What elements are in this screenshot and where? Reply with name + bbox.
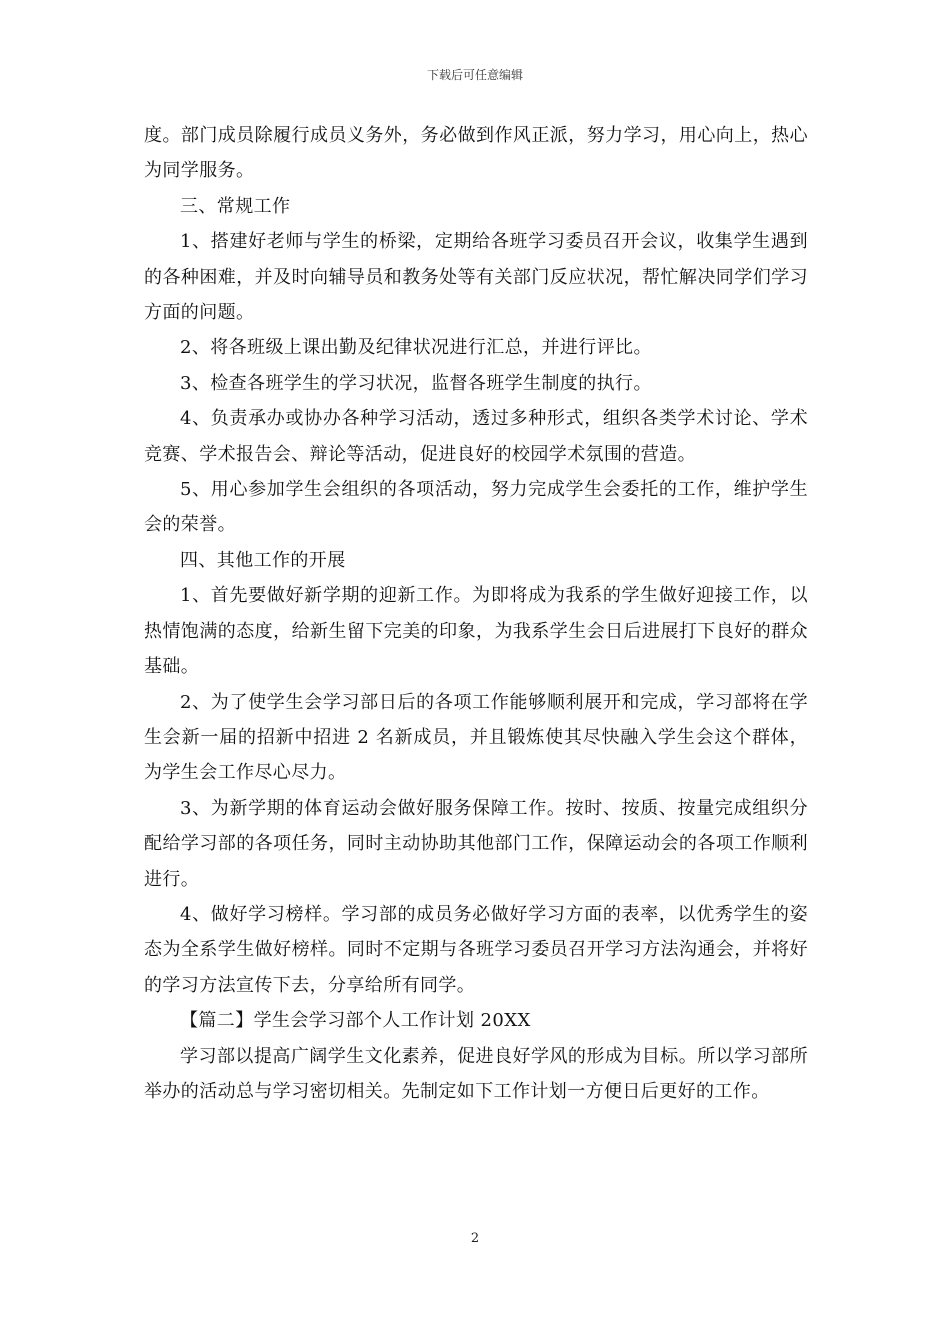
- page-header: 下载后可任意编辑: [426, 68, 523, 82]
- document-body: [144, 118, 808, 1109]
- section-heading-routine-work: 三、常规工作: [180, 195, 291, 217]
- paragraph-other-item-4: 4、做好学习榜样。学习部的成员务必做好学习方面的表率，以优秀学生的姿态为全系学生做好榜样。同时不定期与各班学习委员召开学习方法沟通会，并将好的学习方法宣传下去，分享给所有同学。: [144, 903, 808, 996]
- section-heading-other-work: 四、其他工作的开展: [180, 549, 346, 571]
- paragraph-continuation: 度。部门成员除履行成员义务外，务必做到作风正派，努力学习，用心向上，热心为同学服务。: [144, 125, 808, 182]
- paragraph-item-1: 1、搭建好老师与学生的桥梁，定期给各班学习委员召开会议，收集学生遇到的各种困难，并及时向辅导员和教务处等有关部门反应状况，帮忙解决同学们学习方面的问题。: [144, 231, 808, 324]
- paragraph-other-item-3: 3、为新学期的体育运动会做好服务保障工作。按时、按质、按量完成组织分配给学习部的各项任务，同时主动协助其他部门工作，保障运动会的各项工作顺利进行。: [144, 797, 808, 890]
- paragraph-item-3: 3、检查各班学生的学习状况，监督各班学生制度的执行。: [180, 372, 652, 394]
- paragraph-item-4: 4、负责承办或协办各种学习活动，透过多种形式，组织各类学术讨论、学术竞赛、学术报告会、辩论等活动，促进良好的校园学术氛围的营造。: [144, 408, 808, 465]
- paragraph-other-item-2: 2、为了使学生会学习部日后的各项工作能够顺利展开和完成，学习部将在学生会新一届的招新中招进 2 名新成员，并且锻炼使其尽快融入学生会这个群体，为学生会工作尽心尽力。: [144, 691, 808, 784]
- page-number: 2: [470, 1231, 480, 1246]
- paragraph-part-two-intro: 学习部以提高广阔学生文化素养，促进良好学风的形成为目标。所以学习部所举办的活动总与学习密切相关。先制定如下工作计划一方便日后更好的工作。: [144, 1045, 808, 1102]
- paragraph-item-2: 2、将各班级上课出勤及纪律状况进行汇总，并进行评比。: [180, 337, 652, 359]
- paragraph-item-5: 5、用心参加学生会组织的各项活动，努力完成学生会委托的工作，维护学生会的荣誉。: [144, 479, 808, 536]
- paragraph-other-item-1: 1、首先要做好新学期的迎新工作。为即将成为我系的学生做好迎接工作，以热情饱满的态度，给新生留下完美的印象，为我系学生会日后进展打下良好的群众基础。: [144, 585, 808, 678]
- section-title-part-two: 【篇二】学生会学习部个人工作计划 20XX: [180, 1010, 531, 1032]
